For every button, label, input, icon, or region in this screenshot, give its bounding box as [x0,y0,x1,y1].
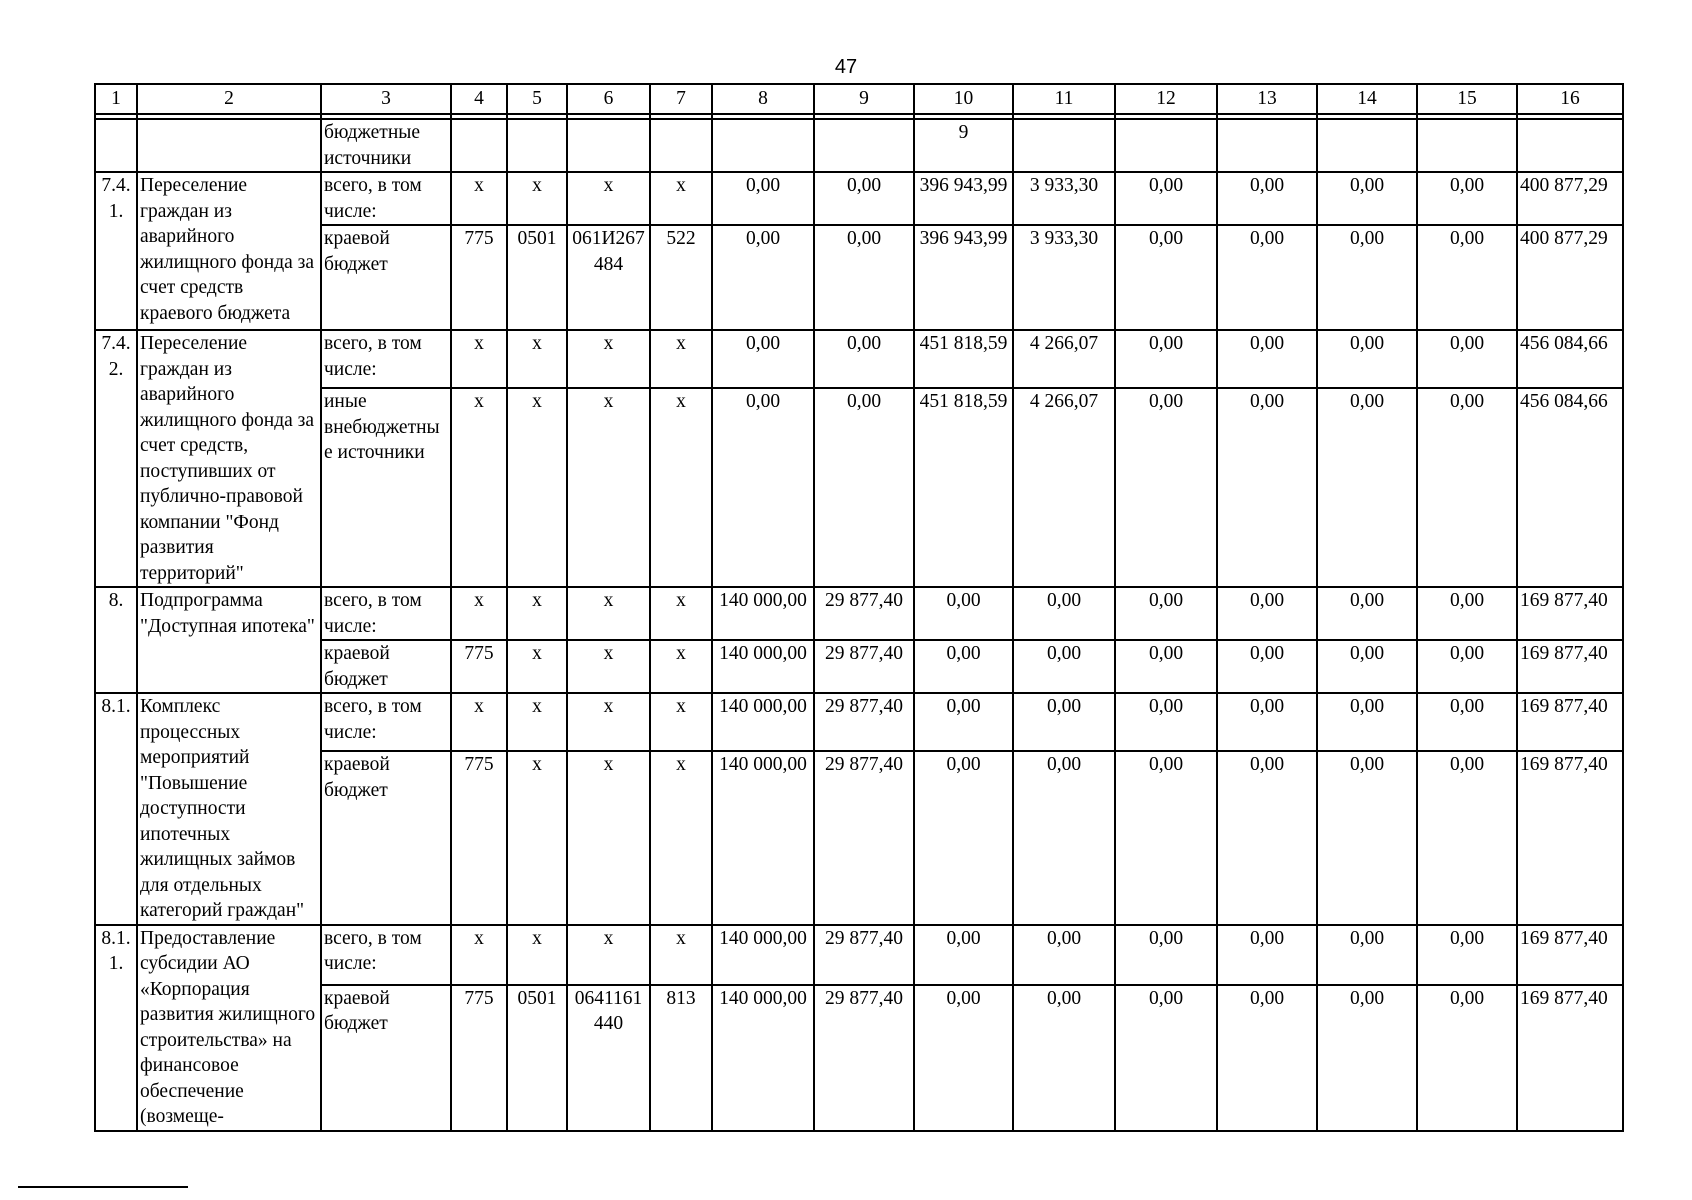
column-number: 8 [712,84,814,114]
value-cell: x [650,925,712,985]
column-number: 1 [95,84,137,114]
column-number: 2 [137,84,321,114]
value-cell: 0,00 [1013,925,1115,985]
value-cell: 0,00 [1317,985,1417,1131]
value-cell: 0,00 [1417,640,1517,693]
value-cell: 0,00 [1417,587,1517,640]
total-cell: 169 877,40 [1517,693,1623,751]
funding-source: всего, в том числе: [321,330,451,388]
value-cell: 3 933,30 [1013,172,1115,225]
value-cell: 0,00 [712,388,814,587]
value-cell: x [451,587,507,640]
table-row [95,172,1623,225]
value-cell: 0,00 [1317,640,1417,693]
column-number-row [95,84,1623,114]
value-cell: 140 000,00 [712,640,814,693]
value-cell: 140 000,00 [712,925,814,985]
column-number: 3 [321,84,451,114]
value-cell: 0,00 [1217,225,1317,330]
column-number: 6 [567,84,650,114]
value-cell: 0641161440 [567,985,650,1131]
table-row [95,225,1623,330]
value-cell: x [567,330,650,388]
value-cell: x [650,172,712,225]
value-cell: 775 [451,751,507,924]
value-cell: 0,00 [1417,751,1517,924]
value-cell: 0,00 [1317,388,1417,587]
value-cell: 0,00 [1115,640,1217,693]
value-cell: 0,00 [814,388,914,587]
item-number: 7.4.1. [95,172,137,330]
item-number: 8.1. [95,693,137,925]
value-cell: 0,00 [1317,587,1417,640]
column-number: 12 [1115,84,1217,114]
value-cell: 0,00 [1317,330,1417,388]
value-cell: x [567,693,650,751]
value-cell: x [507,587,567,640]
value-cell: 140 000,00 [712,693,814,751]
value-cell: 0,00 [814,172,914,225]
funding-source: всего, в том числе: [321,693,451,751]
value-cell: x [567,388,650,587]
value-cell: x [650,388,712,587]
value-cell: 0,00 [1217,587,1317,640]
value-cell: 0,00 [1013,640,1115,693]
value-cell: 0,00 [914,985,1013,1131]
footnote-rule [18,1186,188,1188]
value-cell: 0,00 [1217,330,1317,388]
table-row [95,640,1623,693]
value-cell: x [567,751,650,924]
value-cell: 0,00 [1115,587,1217,640]
value-cell: 9 [914,119,1013,172]
value-cell: 451 818,59 [914,388,1013,587]
total-cell: 169 877,40 [1517,925,1623,985]
column-number: 4 [451,84,507,114]
value-cell: 775 [451,225,507,330]
value-cell: 396 943,99 [914,172,1013,225]
funding-source: краевой бюджет [321,225,451,330]
item-name: Переселение граждан из аварийного жилищного фонда за счет средств краевого бюджета [137,172,321,330]
value-cell: 29 877,40 [814,587,914,640]
value-cell: 0501 [507,225,567,330]
value-cell: 0,00 [814,330,914,388]
value-cell: 29 877,40 [814,985,914,1131]
value-cell: x [507,751,567,924]
value-cell: 0,00 [1417,388,1517,587]
value-cell: 29 877,40 [814,925,914,985]
value-cell: 0,00 [712,172,814,225]
value-cell: 0,00 [1217,751,1317,924]
value-cell: 061И267484 [567,225,650,330]
funding-source: бюджетные источники [321,119,451,172]
value-cell: 0,00 [1013,985,1115,1131]
value-cell: 0,00 [814,225,914,330]
value-cell: 0,00 [1317,225,1417,330]
total-cell: 400 877,29 [1517,172,1623,225]
column-number: 16 [1517,84,1623,114]
total-cell: 456 084,66 [1517,388,1623,587]
value-cell: 140 000,00 [712,985,814,1131]
value-cell: x [567,587,650,640]
item-name: Комплекс процессных мероприятий "Повышение доступности ипотечных жилищных займов для отдельных категорий граждан" [137,693,321,925]
value-cell: 0,00 [1013,693,1115,751]
value-cell: 4 266,07 [1013,330,1115,388]
total-cell: 169 877,40 [1517,587,1623,640]
table-row [95,693,1623,751]
value-cell: 0,00 [1115,388,1217,587]
value-cell: 0,00 [1417,225,1517,330]
value-cell: 0,00 [914,925,1013,985]
item-number: 7.4.2. [95,330,137,587]
value-cell: x [567,640,650,693]
total-cell: 169 877,40 [1517,751,1623,924]
table-row [95,119,1623,172]
value-cell: 0,00 [1217,172,1317,225]
value-cell: 3 933,30 [1013,225,1115,330]
value-cell: x [451,388,507,587]
value-cell: 0,00 [914,751,1013,924]
value-cell: 775 [451,640,507,693]
total-cell: 169 877,40 [1517,640,1623,693]
item-number: 8. [95,587,137,693]
funding-source: краевой бюджет [321,985,451,1131]
value-cell: 0,00 [712,330,814,388]
value-cell: 4 266,07 [1013,388,1115,587]
value-cell: x [451,925,507,985]
funding-source: краевой бюджет [321,751,451,924]
value-cell: 0,00 [1217,985,1317,1131]
value-cell: x [650,693,712,751]
value-cell: x [650,640,712,693]
value-cell: 0,00 [1013,751,1115,924]
table-row [95,388,1623,587]
value-cell: 0,00 [1115,693,1217,751]
value-cell: 0,00 [1317,751,1417,924]
value-cell: x [650,587,712,640]
value-cell: 0,00 [1013,587,1115,640]
budget-table [94,83,1624,1132]
column-number: 15 [1417,84,1517,114]
item-name: Переселение граждан из аварийного жилищного фонда за счет средств, поступивших от публично-правовой компании "Фонд развития территорий" [137,330,321,587]
value-cell: x [451,172,507,225]
value-cell: 0,00 [1217,388,1317,587]
value-cell: 0,00 [1115,330,1217,388]
value-cell: 0,00 [914,587,1013,640]
value-cell: 775 [451,985,507,1131]
table-row [95,330,1623,388]
value-cell: 0,00 [1417,985,1517,1131]
funding-source: всего, в том числе: [321,925,451,985]
funding-source: краевой бюджет [321,640,451,693]
value-cell: 29 877,40 [814,640,914,693]
value-cell: 0,00 [1317,172,1417,225]
item-name: Подпрограмма "Доступная ипотека" [137,587,321,693]
total-cell: 169 877,40 [1517,985,1623,1131]
table-row [95,587,1623,640]
funding-source: всего, в том числе: [321,587,451,640]
value-cell: 0,00 [1417,330,1517,388]
value-cell: 140 000,00 [712,587,814,640]
value-cell: x [451,693,507,751]
value-cell: 0,00 [1217,640,1317,693]
value-cell: 0,00 [1317,693,1417,751]
column-number: 13 [1217,84,1317,114]
page-number: 47 [834,56,858,78]
value-cell: 0501 [507,985,567,1131]
value-cell: x [507,640,567,693]
value-cell: 0,00 [1115,172,1217,225]
value-cell: 0,00 [914,640,1013,693]
column-number: 9 [814,84,914,114]
value-cell: 29 877,40 [814,693,914,751]
value-cell: 0,00 [1115,985,1217,1131]
value-cell: 0,00 [1115,225,1217,330]
total-cell: 400 877,29 [1517,225,1623,330]
value-cell: 813 [650,985,712,1131]
column-number: 14 [1317,84,1417,114]
value-cell: 0,00 [914,693,1013,751]
value-cell: 396 943,99 [914,225,1013,330]
value-cell: x [507,693,567,751]
value-cell: x [451,330,507,388]
value-cell: 140 000,00 [712,751,814,924]
column-number: 10 [914,84,1013,114]
value-cell: x [650,751,712,924]
column-number: 7 [650,84,712,114]
value-cell: 0,00 [1217,925,1317,985]
column-number: 11 [1013,84,1115,114]
value-cell: x [507,330,567,388]
funding-source: всего, в том числе: [321,172,451,225]
value-cell: 0,00 [1317,925,1417,985]
table-row [95,751,1623,924]
value-cell: x [650,330,712,388]
value-cell: 0,00 [1217,693,1317,751]
value-cell: x [567,172,650,225]
value-cell: 0,00 [1417,693,1517,751]
table-row [95,985,1623,1131]
value-cell: 0,00 [1417,925,1517,985]
column-number: 5 [507,84,567,114]
value-cell: x [507,172,567,225]
value-cell: 451 818,59 [914,330,1013,388]
funding-source: иные внебюджетные источники [321,388,451,587]
value-cell: 0,00 [1115,751,1217,924]
value-cell: 522 [650,225,712,330]
value-cell: 0,00 [1417,172,1517,225]
item-name: Предоставление субсидии АО «Корпорация развития жилищного строительства» на финансовое обеспечение (возмеще- [137,925,321,1131]
value-cell: 0,00 [712,225,814,330]
value-cell: x [507,388,567,587]
value-cell: 29 877,40 [814,751,914,924]
total-cell: 456 084,66 [1517,330,1623,388]
table-row [95,925,1623,985]
item-number: 8.1.1. [95,925,137,1131]
value-cell: x [567,925,650,985]
value-cell: x [507,925,567,985]
value-cell: 0,00 [1115,925,1217,985]
